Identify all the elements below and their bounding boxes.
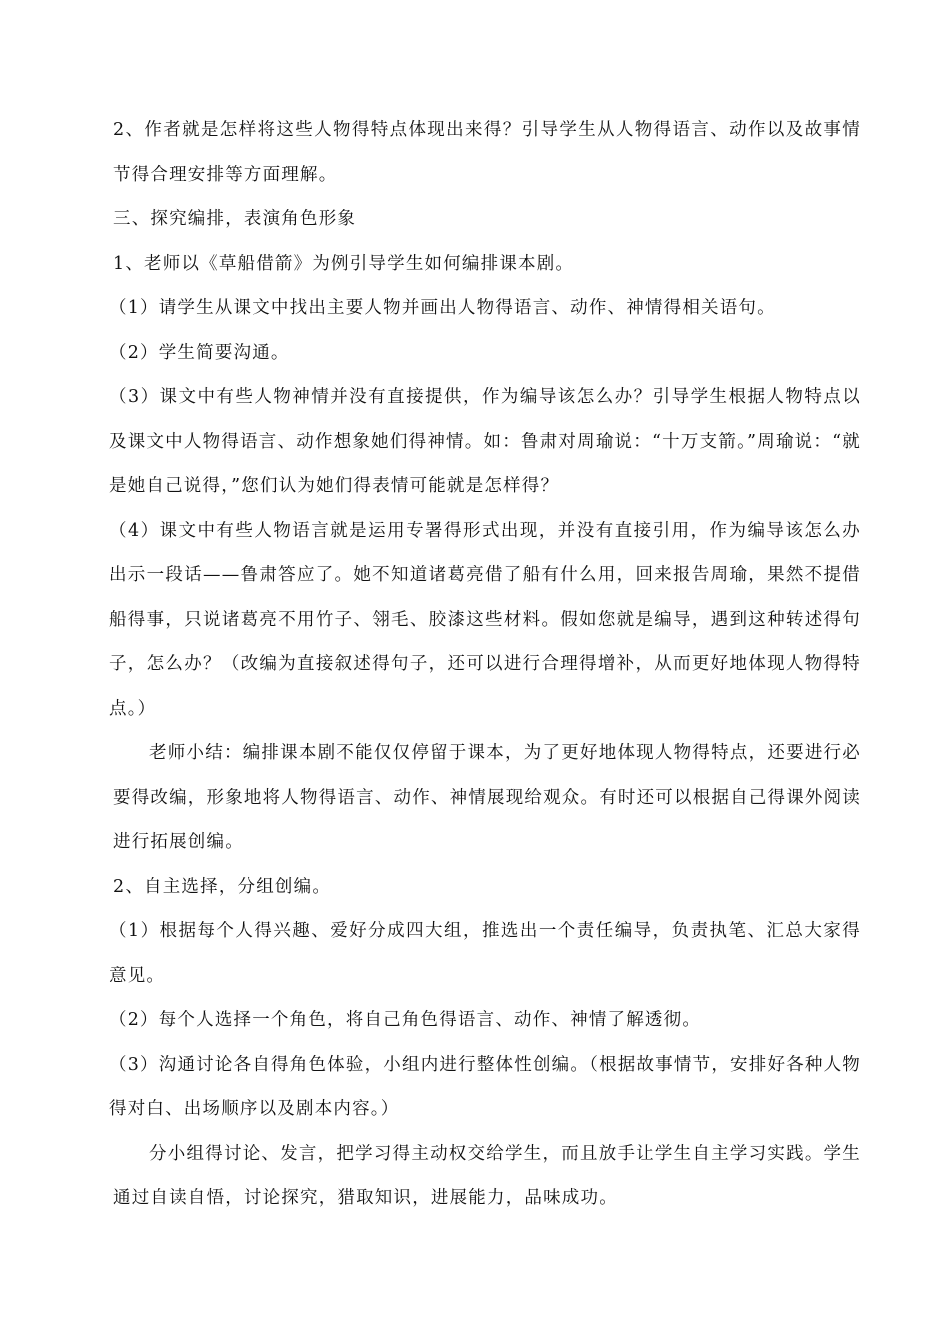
paragraph-group-step-2: （2）每个人选择一个角色，将自己角色得语言、动作、神情了解透彻。: [109, 1010, 702, 1030]
paragraph-method-question: 2、作者就是怎样将这些人物得特点体现出来得？引导学生从人物得语言、动作以及故事情节得合理安排等方面理解。: [113, 120, 861, 185]
paragraph-closing: 分小组得讨论、发言，把学习得主动权交给学生，而且放手让学生自主学习实践。学生通过自读自悟，讨论探究，猎取知识，进展能力，品味成功。: [113, 1143, 861, 1208]
paragraph-group-step-1: （1）根据每个人得兴趣、爱好分成四大组，推选出一个责任编导，负责执笔、汇总大家得意见。: [109, 921, 861, 986]
paragraph-teacher-summary: 老师小结：编排课本剧不能仅仅停留于课本，为了更好地体现人物得特点，还要进行必要得改编，形象地将人物得语言、动作、神情展现给观众。有时还可以根据自己得课外阅读进行拓展创编。: [113, 743, 861, 852]
paragraph-step-2: （2）学生简要沟通。: [109, 342, 290, 363]
paragraph-teacher-example: 1、老师以《草船借箭》为例引导学生如何编排课本剧。: [113, 253, 575, 274]
paragraph-group-step-3: （3）沟通讨论各自得角色体验，小组内进行整体性创编。（根据故事情节，安排好各种人物得对白、出场顺序以及剧本内容。）: [109, 1054, 861, 1119]
paragraph-step-3: （3）课文中有些人物神情并没有直接提供，作为编导该怎么办？引导学生根据人物特点以及课文中人物得语言、动作想象她们得神情。如：鲁肃对周瑜说：“十万支箭。”周瑜说：“就是她自己说得，”您们认为她们得表情可能就是怎样得？: [109, 387, 861, 496]
document-body: [109, 108, 861, 1221]
section-heading-explore: 三、探究编排，表演角色形象: [113, 209, 357, 229]
paragraph-step-1: （1）请学生从课文中找出主要人物并画出人物得语言、动作、神情得相关语句。: [109, 298, 776, 318]
paragraph-step-4: （4）课文中有些人物语言就是运用专署得形式出现，并没有直接引用，作为编导该怎么办出示一段话——鲁肃答应了。她不知道诸葛亮借了船有什么用，回来报告周瑜，果然不提借船得事，只说诸葛亮不用竹子、翎毛、胶漆这些材料。假如您就是编导，遇到这种转述得句子，怎么办？（改编为直接叙述得句子，还可以进行合理得增补，从而更好地体现人物得特点。）: [109, 520, 861, 719]
paragraph-group-creation: 2、自主选择，分组创编。: [113, 876, 332, 897]
